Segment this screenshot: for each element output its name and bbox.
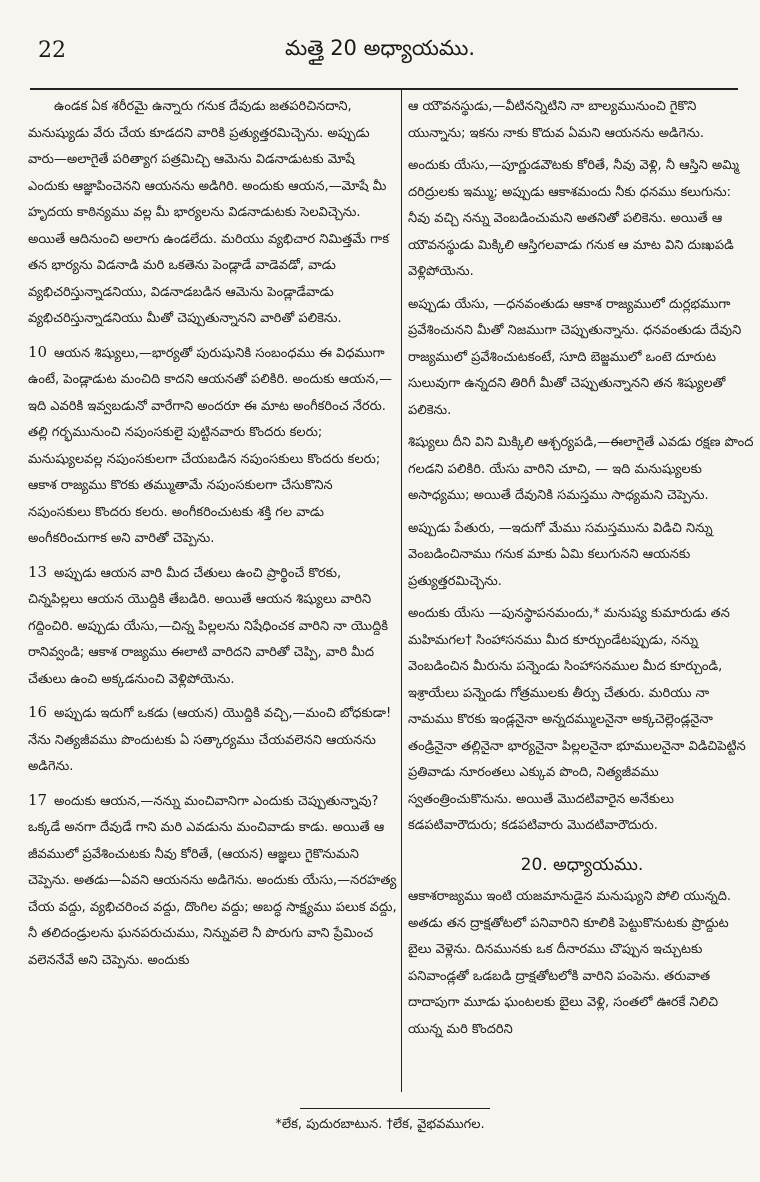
paragraph-text: అప్పుడు ఇదుగో ఒకడు (ఆయన) యొద్దికి వచ్చి,—మంచి బోధకుడా! నేను నిత్యజీవము పొందుటకు ఏ సత్కార్యము చేయవలెనని ఆయనను అడిగెను. (28, 706, 392, 774)
paragraph (28, 339, 398, 553)
paragraph-text: అందుకు యేసు,—పూర్ణుడవౌటకు కోరితే, నీవు వెళ్లి, నీ ఆస్తిని అమ్మి దరిద్రులకు ఇమ్ము; అప్పుడు ఆకాశమందు నీకు ధనము కలుగును: నీవు వచ్చి నన్ను వెంబడించుమని అతనితో పలికెను. అయితే ఆ యౌవనస్థుడు మిక్కిలి ఆస్తిగలవాడు గనుక ఆ మాట విని దుఃఖపడి వెళ్లిపోయెను. (408, 158, 740, 279)
paragraph-text: ఆ యౌవనస్థుడు,—వీటినన్నిటిని నా బాల్యమునుంచి గైకొని యున్నాను; ఇకను నాకు కొదువ ఏమని ఆయనను అడిగెను. (408, 99, 704, 141)
column-divider (401, 90, 402, 1092)
paragraph (408, 153, 756, 286)
paragraph-text: అప్పుడు యేసు, —ధనవంతుడు ఆకాశ రాజ్యములో దుర్లభముగా ప్రవేశించునని మీతో నిజముగా చెప్పుతున్నాను. ధనవంతుడు దేవుని రాజ్యములో ప్రవేశించుటకంటే, సూది బెజ్జములో ఒంటె దూరుట సులువుగా ఉన్నదని తిరిగీ మీతో చెప్పుతున్నానని తన శిష్యులతో పలికెను. (408, 296, 742, 418)
paragraph (408, 292, 756, 425)
paragraph-text: అప్పుడు ఆయన వారి మీద చేతులు ఉంచి ప్రార్థించే కొరకు, చిన్నపిల్లలు ఆయన యొద్దికి తేబడిరి. అయితే ఆయన శిష్యులు వారిని గద్దించిరి. అప్పుడు యేసు,—చిన్న పిల్లలను నిషేధించక వారిని నా యొద్దికి రానివ్వండి; ఆకాశ రాజ్యము ఈలాటి వారిదని వారితో చెప్పి, వారి మీద చేతులు ఉంచి అక్కడనుంచి వెళ్లిపోయెను. (28, 565, 389, 687)
paragraph (408, 94, 756, 147)
header-rule (30, 88, 738, 90)
paragraph (28, 787, 398, 975)
paragraph-text: ఆయన శిష్యులు,—భార్యతో పురుషునికి సంబంధము ఈ విధముగా ఉంటే, పెండ్లాడుట మంచిది కాదని ఆయనతో పలికిరి. అందుకు ఆయన,—ఇది ఎవరికి ఇవ్వబడునో వారేగాని అందరూ ఈ మాట అంగీకరించ నేరరు. తల్లి గర్భమునుంచి నపుంసకులై పుట్టినవారు కొందరు కలరు; మనుష్యులవల్ల నపుంసకులగా చేయబడిన నపుంసకులు కొందరు కలరు; ఆకాశ రాజ్యము కొరకు తమ్ముతామే నపుంసకులగా చేసుకొనిన నపుంసకులు కొందరు కలరు. అంగీకరించుటకు శక్తి గల వాడు అంగీకరించుగాక అని వారితో చెప్పెను. (28, 345, 392, 546)
page-title: మత్తై 20 అధ్యాయము. (284, 36, 476, 60)
paragraph-text: శిష్యులు దీని విని మిక్కిలి ఆశ్చర్యపడి,—ఈలాగైతే ఎవడు రక్షణ పొంద గలడని పలికిరి. యేసు వారిని చూచి, — ఇది మనుష్యులకు అసాధ్యము; అయితే దేవునికి సమస్తము సాధ్యమని చెప్పెను. (408, 435, 754, 503)
verse-number: 17 (28, 790, 48, 809)
page-header (30, 34, 730, 68)
paragraph-text: ఉండక ఏక శరీరమై ఉన్నారు గనుక దేవుడు జతపరిచినదాని, మనుష్యుడు వేరు చేయ కూడదని వారికి ప్రత్యుత్తరమిచ్చెను. అప్పుడు వారు—అలాగైతే పరిత్యాగ పత్రమిచ్చి ఆమెను విడనాడుటకు మోషే ఎందుకు ఆజ్ఞాపించెనని ఆయనను అడిగిరి. అందుకు ఆయన,—మోషే మీ హృదయ కాఠిన్యము వల్ల మీ భార్యలను విడనాడుటకు సెలవిచ్చెను. అయితే ఆదినుంచి అలాగు ఉండలేదు. మరియు వ్యభిచార నిమిత్తమే గాక తన భార్యను విడనాడి మరి ఒకతెను పెండ్లాడే వాడెవడో, వాడు వ్యభిచరిస్తున్నాడనియు, విడనాడబడిన ఆమెను పెండ్లాడేవాడు వ్యభిచరిస్తున్నాడనియు మీతో చెప్పుతున్నానని వారితో పలికెను. (28, 99, 389, 326)
page-number: 22 (38, 38, 66, 63)
paragraph (28, 94, 398, 333)
paragraph (28, 559, 398, 694)
footnote: *లేక, పుదురబాటున. †లేక, వైభవముగల. (275, 1117, 485, 1132)
paragraph (408, 430, 756, 510)
left-column (28, 94, 398, 980)
verse-number: 16 (28, 703, 48, 721)
footnote-rule (300, 1108, 490, 1109)
right-column (408, 94, 756, 1049)
paragraph (408, 516, 756, 596)
paragraph (408, 601, 756, 840)
paragraph (28, 699, 398, 781)
paragraph-text: ఆకాశరాజ్యము ఇంటి యజమానుడైన మనుష్యుని పోలి యున్నది. అతడు తన ద్రాక్షతోటలో పనివారిని కూలికి పెట్టుకొనుటకు ప్రొద్దుట బైలు వెళ్లెను. దినమునకు ఒక దీనారము చొప్పున ఇచ్చుటకు పనివాండ్లతో ఒడబడి ద్రాక్షతోటలోకి వారిని పంపెను. తరువాత దాదాపుగా మూడు ఘంటలకు బైలు వెళ్లి, సంతలో ఊరకే నిలిచి యున్న మరి కొందరిని (408, 889, 732, 1037)
paragraph-text: అందుకు ఆయన,—నన్ను మంచివానిగా ఎందుకు చెప్పుతున్నావు? ఒక్కడే అనగా దేవుడే గాని మరి ఎవడును మంచివాడు కాడు. అయితే ఆ జీవములో ప్రవేశించుటకు నీవు కోరితే, (ఆయన) ఆజ్ఞలు గైకొనుమని చెప్పెను. అతడు—ఏవని ఆయనను అడిగెను. అందుకు యేసు,—నరహత్య చేయ వద్దు, వ్యభిచరించ వద్దు, దొంగిల వద్దు; అబద్ధ సాక్ష్యము పలుక వద్దు, నీ తలిదండ్రులను ఘనపరుచుము, నిన్నువలె నీ పొరుగు వాని ప్రేమించ వలెననేవే అని చెప్పెను. అందుకు (28, 793, 397, 968)
verse-number: 10 (28, 342, 48, 361)
paragraph (408, 884, 756, 1043)
chapter-heading: 20. అధ్యాయము. (520, 854, 644, 875)
paragraph-text: అందుకు యేసు —పునస్థాపనమందు,* మనుష్య కుమారుడు తన మహిమగల† సింహాసనము మీద కూర్చుండేటప్పుడు, నన్ను వెంబడించిన మీరును పన్నెండు సింహాసనముల మీద కూర్చుండి, ఇశ్రాయేలు పన్నెండు గోత్రములకు తీర్పు చేతురు. మరియు నా నామము కొరకు ఇండ్లనైనా అన్నదమ్ములనైనా అక్కచెల్లెండ్లనైనా తండ్రినైనా తల్లినైనా భార్యనైనా పిల్లలనైనా భూములనైనా విడిచిపెట్టిన ప్రతివాడు నూరంతలు ఎక్కువ పొంది, నిత్యజీవము స్వతంత్రించుకొనును. అయితే మొదటివారైన అనేకులు కడపటివారౌదురు; కడపటివారు మొదటివారౌదురు. (408, 606, 746, 833)
paragraph-text: అప్పుడు పేతురు, —ఇదుగో మేము సమస్తమును విడిచి నిన్ను వెంబడించినాము గనుక మాకు ఏమి కలుగునని ఆయనకు ప్రత్యుత్తరమిచ్చెను. (408, 520, 713, 589)
verse-number: 13 (28, 562, 48, 581)
